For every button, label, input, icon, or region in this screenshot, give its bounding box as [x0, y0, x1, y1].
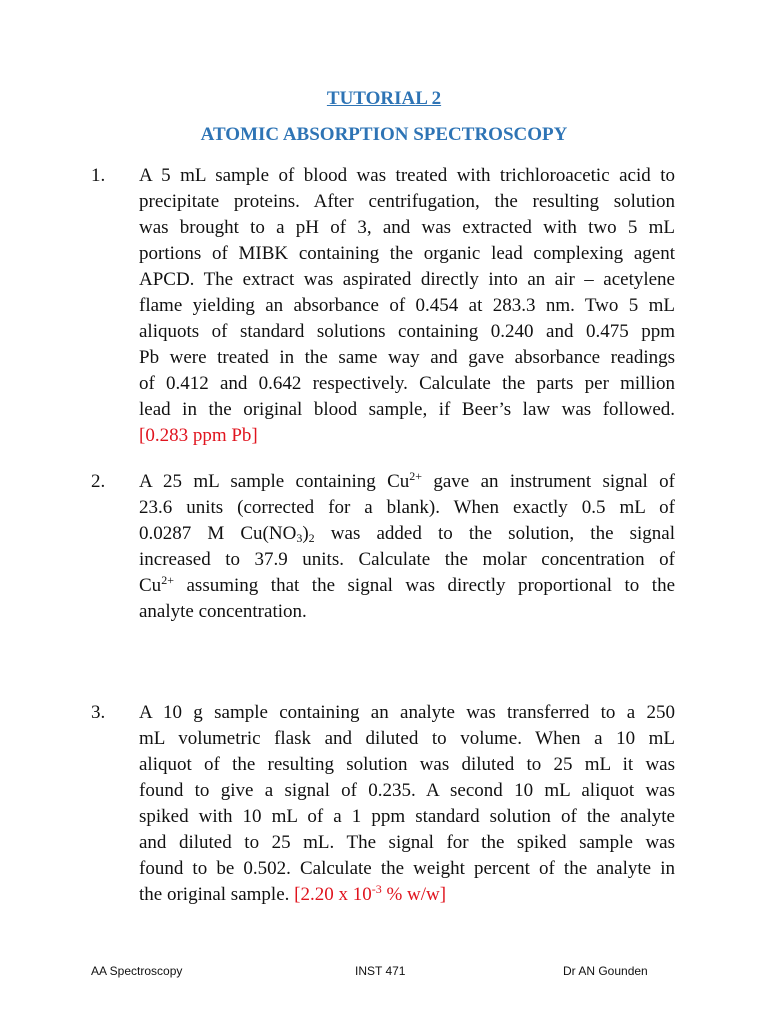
question-text: [139, 700, 675, 908]
answer: [294, 884, 446, 905]
footer-course-code: INST 471: [355, 964, 406, 978]
answer-segment: % w/w]: [381, 884, 447, 905]
text-segment: was added to the solution, the signal: [314, 523, 676, 544]
subscript: 3: [296, 531, 303, 545]
question-number: 2.: [91, 471, 106, 492]
superscript: 2+: [409, 469, 423, 483]
footer-course-topic: AA Spectroscopy: [91, 964, 183, 978]
question-text: [139, 163, 675, 449]
text-segment: gave an instrument signal of: [422, 471, 676, 492]
question-number: 1.: [91, 165, 106, 186]
text-line: [139, 469, 675, 495]
text-line: [139, 573, 675, 599]
text-segment: 0.0287 M Cu(NO: [139, 523, 297, 544]
text-line: Pb were treated in the same way and gave absorbance readings: [139, 347, 675, 368]
page-subtitle: ATOMIC ABSORPTION SPECTROSCOPY: [200, 124, 568, 145]
text-segment: Cu: [139, 575, 162, 596]
text-line: aliquot of the resulting solution was diluted to 25 mL it was: [139, 754, 675, 775]
answer: [0.283 ppm Pb]: [139, 425, 258, 446]
text-line: of 0.412 and 0.642 respectively. Calculate the parts per million: [139, 373, 675, 394]
text-line: precipitate proteins. After centrifugation, the resulting solution: [139, 191, 675, 212]
text-line: portions of MIBK containing the organic lead complexing agent: [139, 243, 675, 264]
text-line: A 10 g sample containing an analyte was transferred to a 250: [139, 702, 675, 723]
text-segment: A 25 mL sample containing Cu: [139, 471, 410, 492]
page-title: TUTORIAL 2: [326, 88, 442, 109]
subscript: 2: [308, 531, 315, 545]
text-line: spiked with 10 mL of a 1 ppm standard solution of the analyte: [139, 806, 675, 827]
text-line: mL volumetric flask and diluted to volume. When a 10 mL: [139, 728, 675, 749]
text-line: A 5 mL sample of blood was treated with trichloroacetic acid to: [139, 165, 675, 186]
superscript: 2+: [161, 573, 174, 587]
text-line: [139, 882, 675, 908]
answer-segment: [2.20 x 10: [294, 884, 372, 905]
text-segment: ): [302, 523, 309, 544]
text-segment: assuming that the signal was directly proportional to the: [173, 575, 675, 596]
text-line: 23.6 units (corrected for a blank). When exactly 0.5 mL of: [139, 497, 675, 518]
text-line: analyte concentration.: [139, 601, 307, 622]
text-line: was brought to a pH of 3, and was extracted with two 5 mL: [139, 217, 675, 238]
text-line: [139, 521, 675, 547]
text-line: aliquots of standard solutions containing 0.240 and 0.475 ppm: [139, 321, 675, 342]
text-line: increased to 37.9 units. Calculate the molar concentration of: [139, 549, 675, 570]
question-text: [139, 469, 675, 625]
footer-author: Dr AN Gounden: [563, 964, 648, 978]
text-line: found to give a signal of 0.235. A second 10 mL aliquot was: [139, 780, 675, 801]
text-line: and diluted to 25 mL. The signal for the spiked sample was: [139, 832, 675, 853]
answer-line: [139, 423, 675, 449]
question-number: 3.: [91, 702, 106, 723]
text-segment: the original sample.: [139, 884, 295, 905]
text-line: flame yielding an absorbance of 0.454 at 283.3 nm. Two 5 mL: [139, 295, 675, 316]
superscript: -3: [371, 882, 382, 896]
text-line: APCD. The extract was aspirated directly into an air – acetylene: [139, 269, 675, 290]
text-line: found to be 0.502. Calculate the weight percent of the analyte in: [139, 858, 675, 879]
text-line: lead in the original blood sample, if Beer’s law was followed.: [139, 399, 675, 420]
